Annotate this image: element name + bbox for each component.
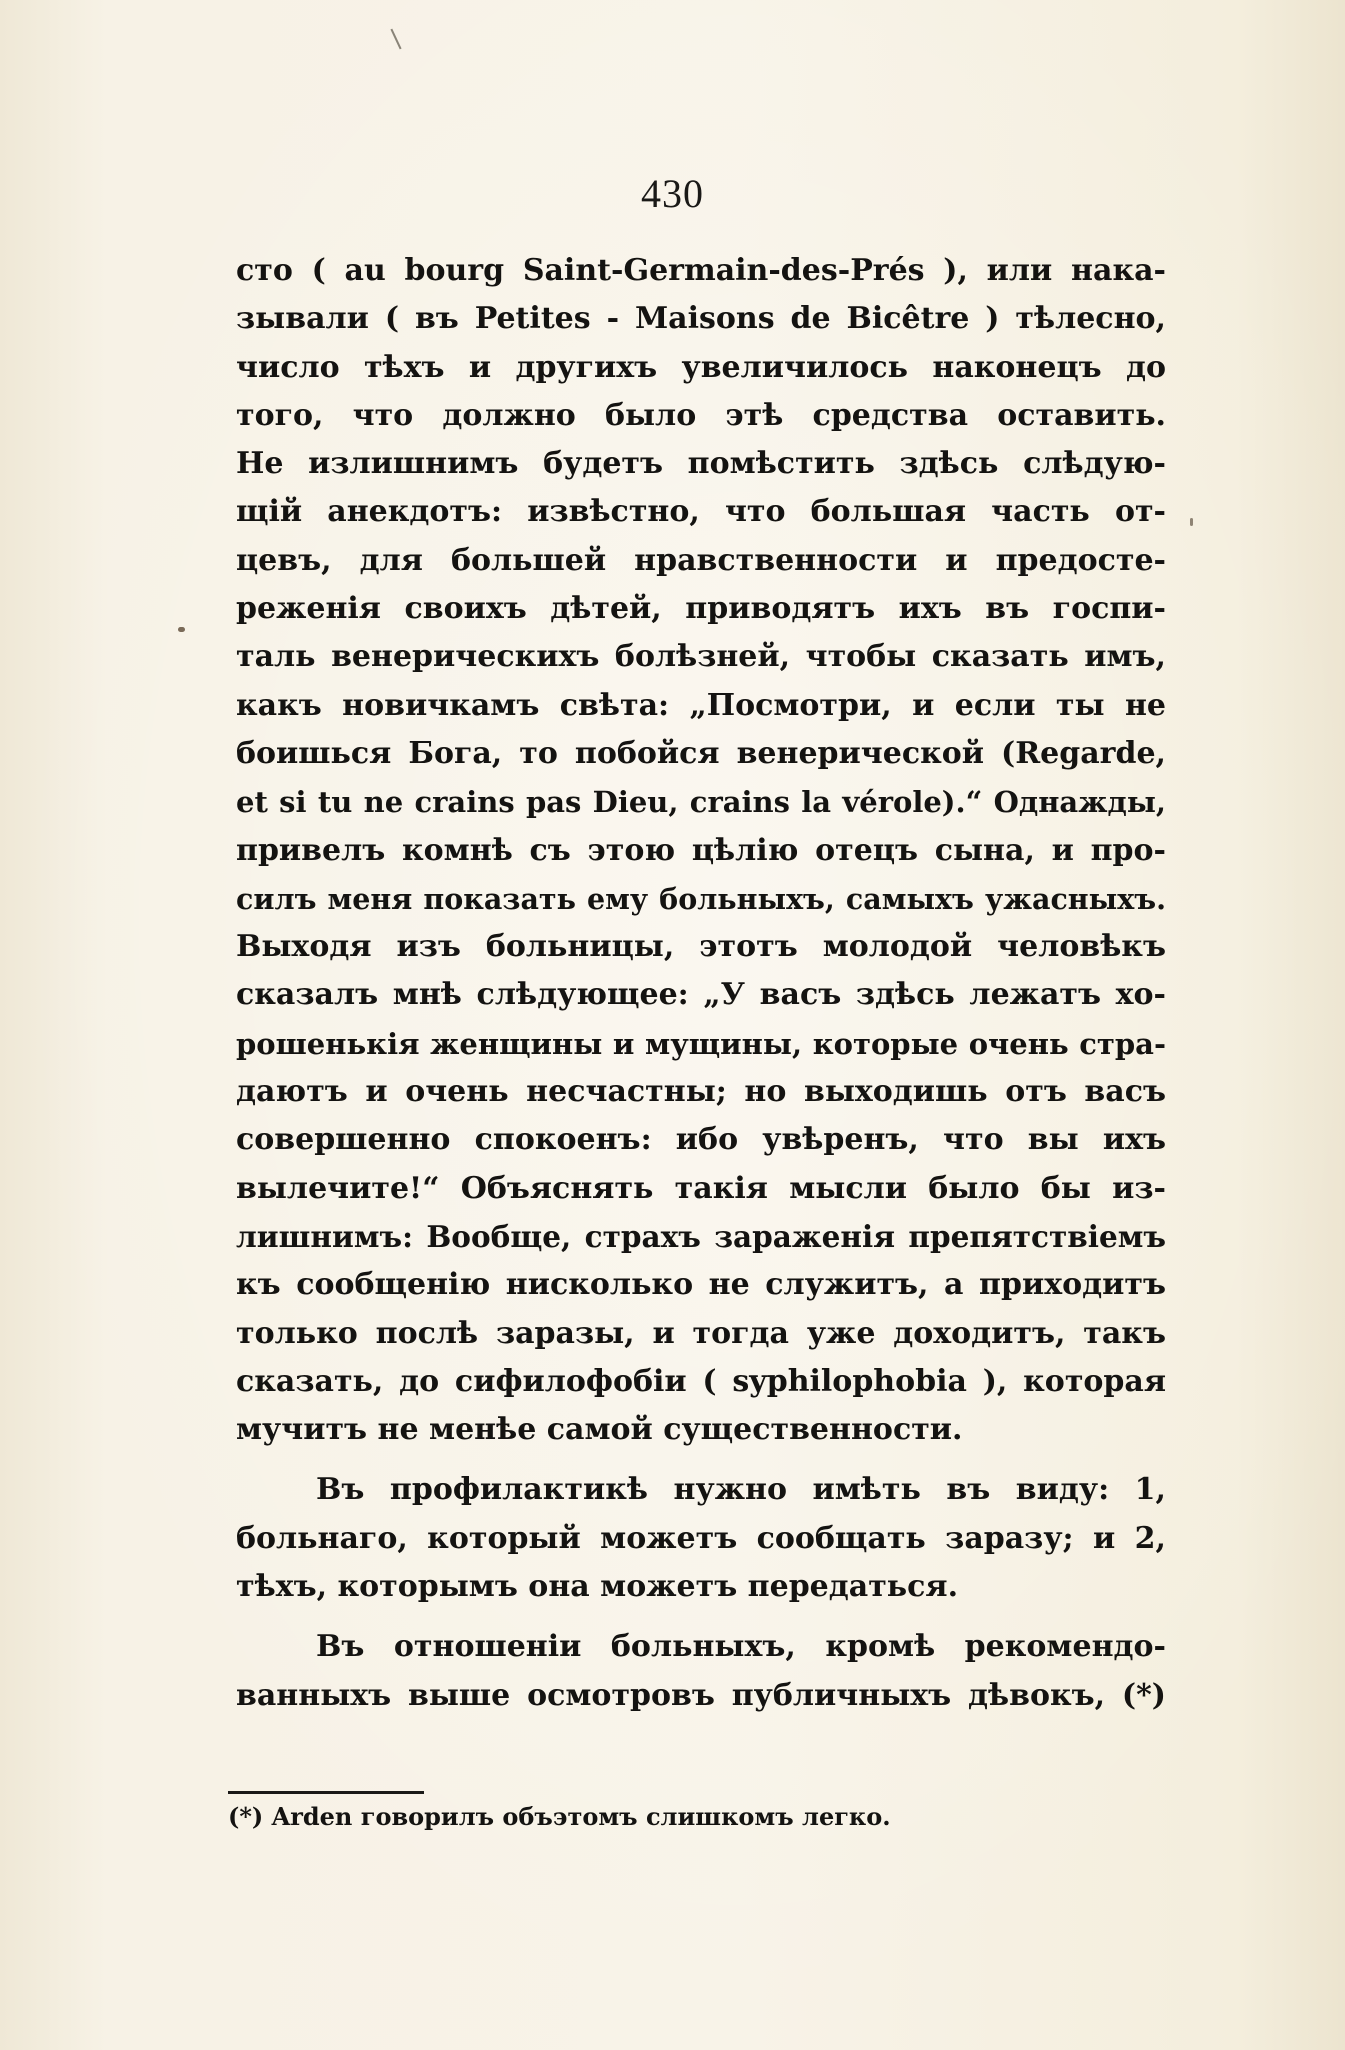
text-line: Выходя изъ больницы, этотъ молодой человѣкъ — [236, 929, 1166, 965]
paragraph-gap — [236, 1611, 1166, 1623]
text-line: привелъ комнѣ съ этою цѣлію отецъ сына, и про- — [236, 832, 1166, 868]
page-number: 430 — [641, 171, 704, 216]
text-line: Въ отношеніи больныхъ, кромѣ рекомендо- — [316, 1629, 1166, 1665]
text-line: щій анекдотъ: извѣстно, что большая часть от- — [236, 494, 1166, 530]
text-line: рошенькія женщины и мущины, которые очень стра- — [236, 1026, 1166, 1061]
text-line: больнаго, который можетъ сообщать заразу; и 2, — [236, 1520, 1166, 1556]
paragraph-gap — [236, 1454, 1166, 1466]
text-line: только послѣ заразы, и тогда уже доходитъ, такъ — [236, 1315, 1166, 1351]
text-line: тѣхъ, которымъ она можетъ передаться. — [236, 1569, 959, 1605]
text-line: силъ меня показать ему больныхъ, самыхъ ужасныхъ. — [236, 881, 1166, 916]
text-line: вылечите!“ Объяснять такія мысли было бы из- — [236, 1170, 1166, 1206]
text-line: сто ( au bourg Saint-Germain-des-Prés ), или нака- — [236, 253, 1166, 288]
text-line: лишнимъ: Вообще, страхъ зараженія препятствіемъ — [236, 1218, 1166, 1254]
body-text — [236, 247, 1166, 1720]
text-line: Не излишнимъ будетъ помѣстить здѣсь слѣдую- — [236, 446, 1166, 482]
text-line: число тѣхъ и другихъ увеличилось наконецъ до — [236, 349, 1166, 385]
text-line: et si tu ne crains pas Dieu, crains la vérole).“ Однажды, — [236, 785, 1166, 820]
margin-speck — [178, 627, 185, 632]
text-line: сказалъ мнѣ слѣдующее: „У васъ здѣсь лежатъ хо- — [236, 977, 1166, 1013]
text-line: совершенно спокоенъ: ибо увѣренъ, что вы ихъ — [236, 1122, 1166, 1158]
text-line: сказать, до сифилофобіи ( syphilophobia ), которая — [236, 1363, 1166, 1399]
text-line: зывали ( въ Petites - Maisons de Bicêtre ) тѣлесно, — [236, 301, 1166, 337]
text-line: Въ профилактикѣ нужно имѣть въ виду: 1, — [316, 1472, 1166, 1508]
text-line: ванныхъ выше осмотровъ публичныхъ дѣвокъ, (*) — [236, 1677, 1166, 1713]
text-line: боишься Бога, то побойся венерической (Regarde, — [236, 735, 1166, 771]
text-line: таль венерическихъ болѣзней, чтобы сказать имъ, — [236, 639, 1166, 675]
text-line: цевъ, для большей нравственности и предосте- — [236, 542, 1166, 578]
text-line: даютъ и очень несчастны; но выходишь отъ васъ — [236, 1074, 1166, 1110]
text-line: реженія своихъ дѣтей, приводятъ ихъ въ госпи- — [236, 591, 1166, 627]
margin-speck — [1190, 518, 1193, 526]
text-line: къ сообщенію нисколько не служитъ, а приходитъ — [236, 1267, 1166, 1303]
text-line: какъ новичкамъ свѣта: „Посмотри, и если ты не — [236, 687, 1166, 723]
footnote: (*) Arden говорилъ объэтомъ слишкомъ легко. — [228, 1802, 891, 1831]
text-line: того, что должно было этѣ средства оставить. — [236, 397, 1166, 433]
footnote-rule — [228, 1791, 424, 1794]
ink-mark — [390, 29, 401, 50]
text-line: мучитъ не менѣе самой существенности. — [236, 1412, 963, 1448]
